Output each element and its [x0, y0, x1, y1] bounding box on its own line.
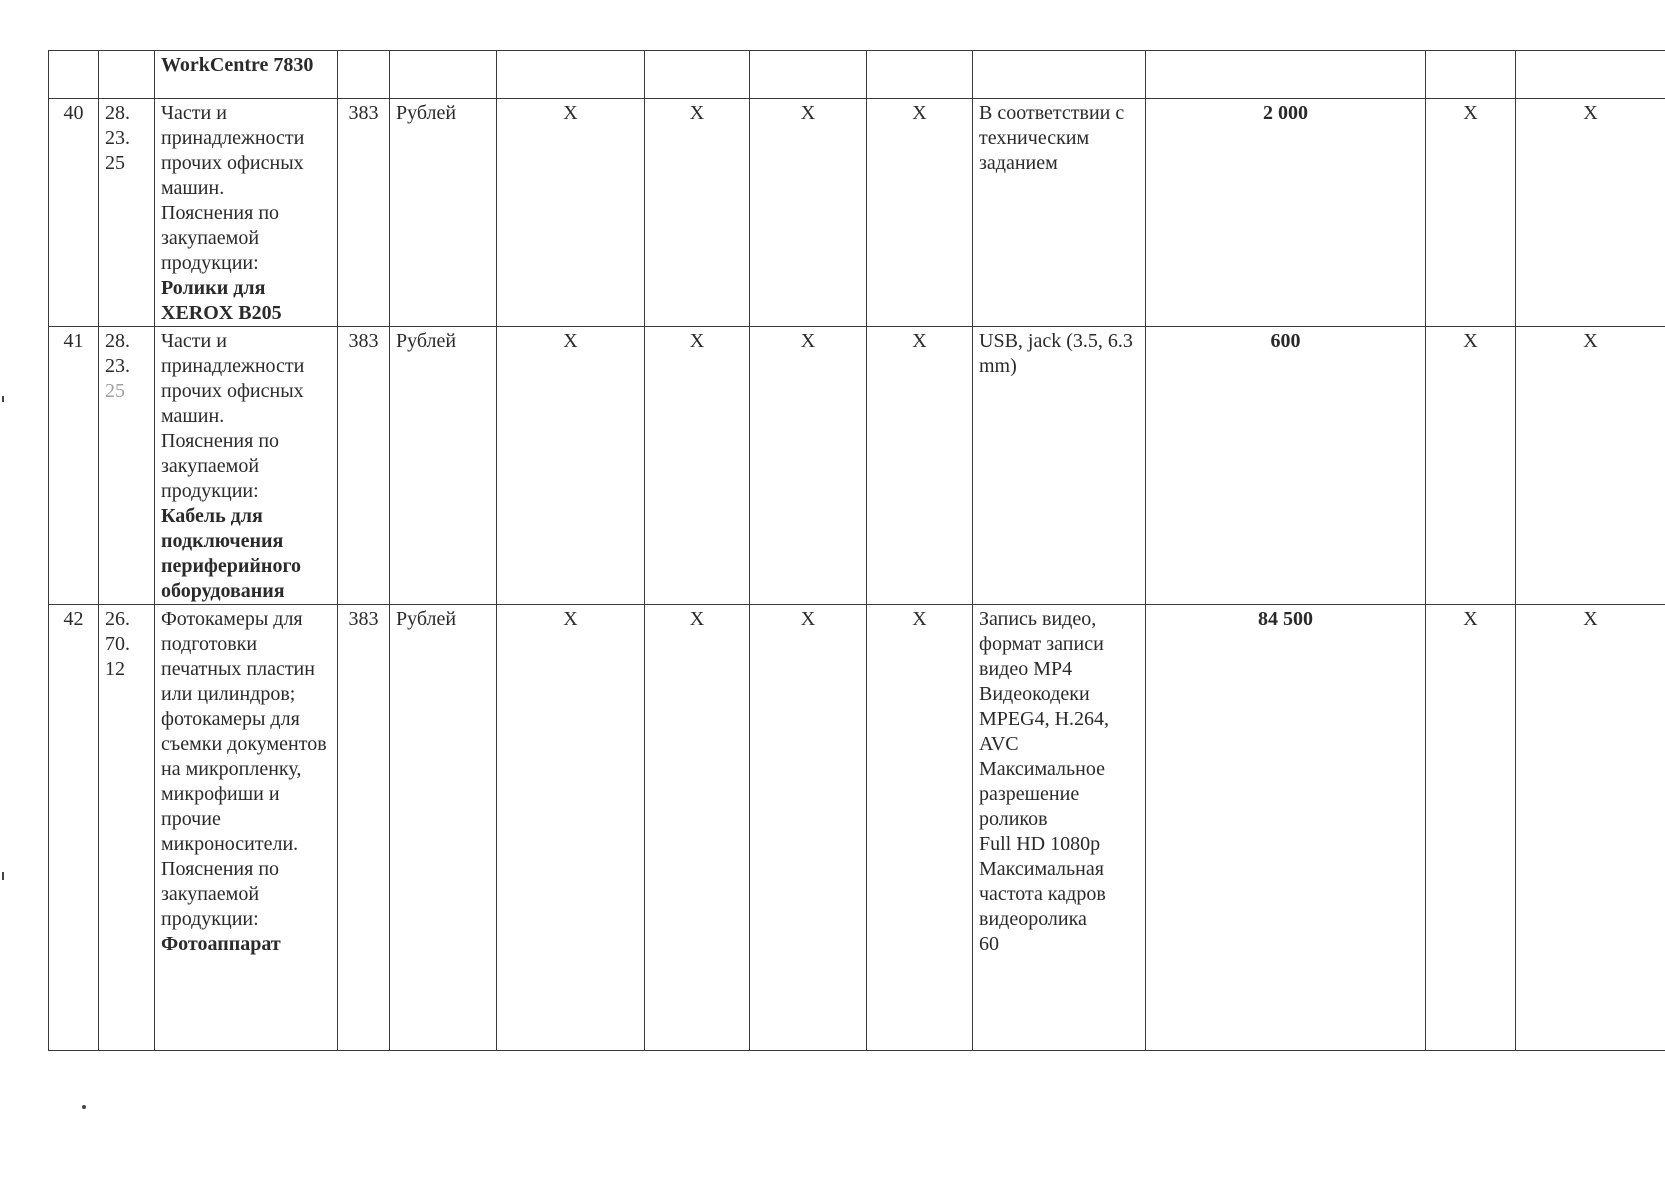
- code-part: 12: [105, 658, 125, 680]
- code-part: 70.: [105, 633, 130, 655]
- cell-mark: X: [1426, 327, 1516, 605]
- procurement-table: [48, 50, 1665, 1051]
- scan-tick: [2, 872, 4, 880]
- code-part: 25: [105, 152, 125, 174]
- scan-dot: [82, 1105, 86, 1109]
- cell-mark: X: [1516, 605, 1665, 1051]
- description-note: Пояснения по закупаемой продукции:: [161, 430, 280, 502]
- cell-mark: X: [645, 605, 750, 1051]
- cell-code: [99, 605, 155, 1051]
- cell-mark: [750, 51, 867, 99]
- cell-mark: X: [497, 327, 645, 605]
- cell-mark: [645, 51, 750, 99]
- cell-unit: [390, 51, 497, 99]
- cell-mark: [1426, 51, 1516, 99]
- cell-mark: X: [867, 99, 973, 327]
- cell-mark: X: [750, 327, 867, 605]
- cell-unit: Рублей: [390, 327, 497, 605]
- description-text: Части и принадлежности прочих офисных машин.: [161, 330, 305, 427]
- spec-line: 60: [979, 933, 999, 955]
- code-part: 28.: [105, 330, 130, 352]
- spec-line: Full HD 1080p: [979, 833, 1101, 855]
- cell-mark: [867, 51, 973, 99]
- cell-amount: 600: [1146, 327, 1426, 605]
- description-note: Пояснения по закупаемой продукции:: [161, 202, 280, 274]
- cell-code: [99, 51, 155, 99]
- spec-line: Максимальное разрешение роликов: [979, 758, 1105, 830]
- spec-line: Видеокодеки MPEG4, H.264, AVC: [979, 683, 1110, 755]
- cell-mark: X: [497, 605, 645, 1051]
- description-text: Части и принадлежности прочих офисных машин.: [161, 102, 305, 199]
- cell-number: 41: [49, 327, 99, 605]
- cell-unit-code: 383: [338, 99, 390, 327]
- cell-amount: [1146, 51, 1426, 99]
- cell-characteristics: USB, jack (3.5, 6.3 mm): [973, 327, 1146, 605]
- description-note: Пояснения по закупаемой продукции:: [161, 858, 280, 930]
- cell-unit: Рублей: [390, 605, 497, 1051]
- cell-unit-code: 383: [338, 327, 390, 605]
- table-row-continued: [49, 51, 1665, 99]
- cell-characteristics: [973, 605, 1146, 1051]
- code-part: 23.: [105, 127, 130, 149]
- cell-mark: X: [867, 605, 973, 1051]
- cell-number: [49, 51, 99, 99]
- table-row: [49, 605, 1665, 1051]
- cell-mark: X: [645, 327, 750, 605]
- cell-description: [155, 605, 338, 1051]
- cell-code: [99, 99, 155, 327]
- cell-unit-code: 383: [338, 605, 390, 1051]
- cell-amount: 84 500: [1146, 605, 1426, 1051]
- cell-mark: X: [1426, 99, 1516, 327]
- cell-unit: Рублей: [390, 99, 497, 327]
- cell-unit-code: [338, 51, 390, 99]
- code-part: 23.: [105, 355, 130, 377]
- code-part: 25: [105, 380, 125, 402]
- table-row: [49, 327, 1665, 605]
- cell-mark: [1516, 51, 1665, 99]
- cell-product-title: WorkCentre 7830: [155, 51, 338, 99]
- cell-characteristics: В соответствии с техническим заданием: [973, 99, 1146, 327]
- table-row: [49, 99, 1665, 327]
- product-name: Кабель для подключения периферийного оборудования: [161, 505, 302, 602]
- cell-mark: X: [750, 605, 867, 1051]
- product-name: Ролики для XEROX B205: [161, 277, 282, 324]
- spec-line: Максимальная частота кадров видеоролика: [979, 858, 1106, 930]
- cell-mark: X: [1426, 605, 1516, 1051]
- cell-mark: X: [1516, 99, 1665, 327]
- cell-number: 42: [49, 605, 99, 1051]
- cell-description: [155, 99, 338, 327]
- description-text: Фотокамеры для подготовки печатных пластин или цилиндров; фотокамеры для съемки документов на микропленку, микрофиши и прочие микроносители.: [161, 608, 327, 855]
- cell-mark: X: [1516, 327, 1665, 605]
- cell-mark: X: [645, 99, 750, 327]
- cell-amount: 2 000: [1146, 99, 1426, 327]
- cell-mark: X: [867, 327, 973, 605]
- spec-line: Запись видео, формат записи видео MP4: [979, 608, 1104, 680]
- cell-mark: X: [750, 99, 867, 327]
- code-part: 28.: [105, 102, 130, 124]
- product-name: Фотоаппарат: [161, 933, 281, 955]
- cell-characteristics: [973, 51, 1146, 99]
- cell-code: [99, 327, 155, 605]
- cell-mark: [497, 51, 645, 99]
- cell-number: 40: [49, 99, 99, 327]
- cell-description: [155, 327, 338, 605]
- scan-tick: [2, 396, 4, 402]
- code-part: 26.: [105, 608, 130, 630]
- cell-mark: X: [497, 99, 645, 327]
